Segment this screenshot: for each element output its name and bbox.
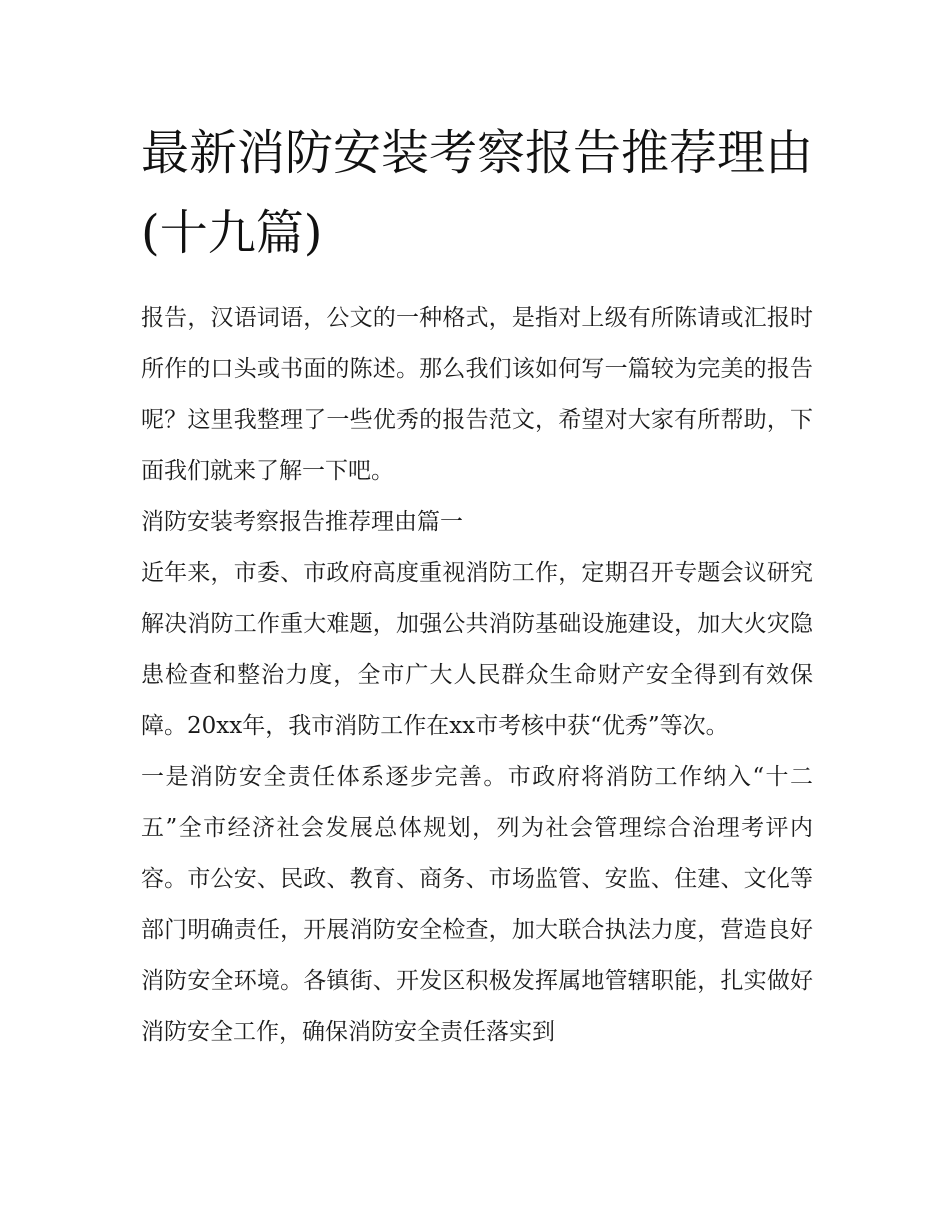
document-title: 最新消防安装考察报告推荐理由(十九篇) [141, 125, 814, 261]
body-paragraph-2: 一是消防安全责任体系逐步完善。市政府将消防工作纳入“十二五”全市经济社会发展总体规划，列为社会管理综合治理考评内容。市公安、民政、教育、商务、市场监管、安监、住建、文化等部门明确责任，开展消防安全检查，加大联合执法力度，营造良好消防安全环境。各镇街、开发区积极发挥属地管辖职能，扎实做好消防安全工作，确保消防安全责任落实到 [141, 764, 813, 1045]
document-page [141, 0, 813, 1058]
body-paragraph-1: 近年来，市委、市政府高度重视消防工作，定期召开专题会议研究解决消防工作重大难题，加强公共消防基础设施建设，加大火灾隐患检查和整治力度，全市广大人民群众生命财产安全得到有效保障。20xx年，我市消防工作在xx市考核中获“优秀”等次。 [141, 560, 813, 739]
intro-paragraph: 报告，汉语词语，公文的一种格式，是指对上级有所陈请或汇报时所作的口头或书面的陈述。那么我们该如何写一篇较为完美的报告呢？这里我整理了一些优秀的报告范文，希望对大家有所帮助，下面我们就来了解一下吧。 [141, 305, 813, 484]
section-heading: 消防安装考察报告推荐理由篇一 [141, 509, 463, 535]
